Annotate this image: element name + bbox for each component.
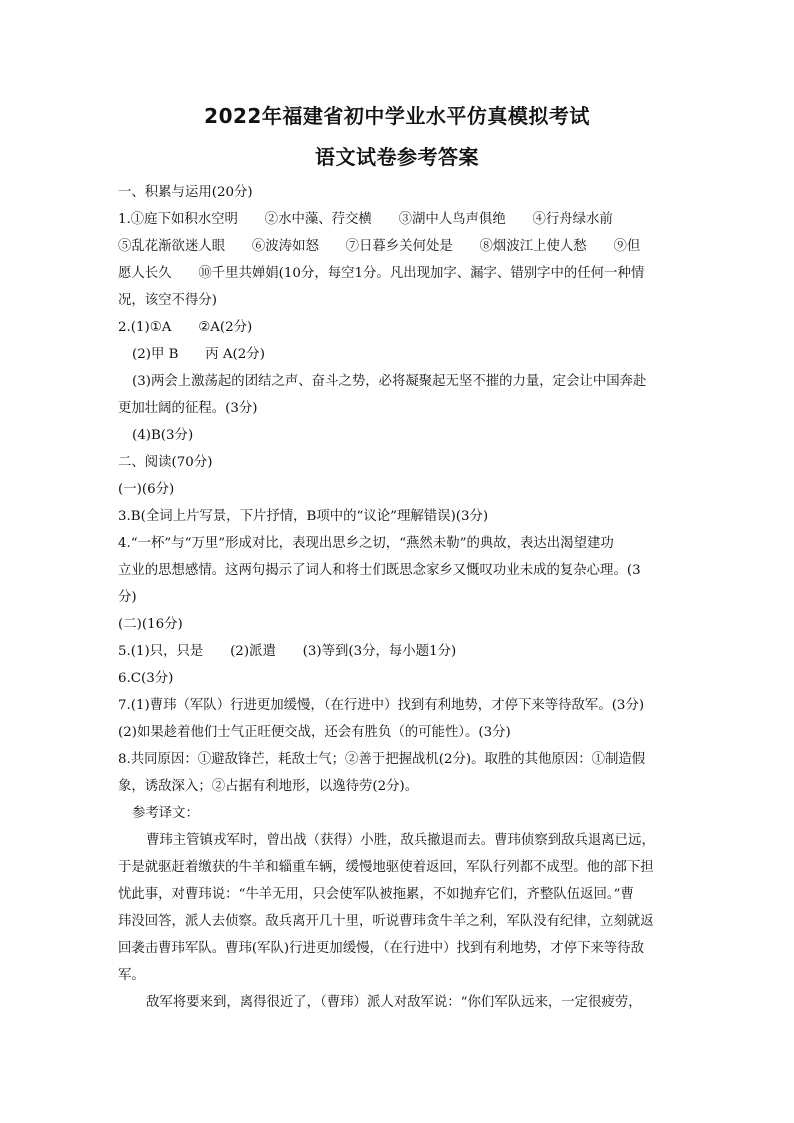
page-title: 2022年福建省初中学业水平仿真模拟考试 <box>204 104 590 128</box>
answer-body <box>118 179 680 1016</box>
text-line: (2)甲 B 丙 A(2分) <box>132 347 265 362</box>
text-line: 4.“一杯”与“万里”形成对比，表现出思乡之切，“燕然未勒”的典故，表达出渴望建功 <box>118 536 614 551</box>
text-line: 于是就驱赶着缴获的牛羊和辎重车辆，缓慢地驱使着返回，军队行列都不成型。他的部下担 <box>118 860 654 875</box>
text-line: ⑤乱花渐欲迷人眼 ⑥波涛如怒 ⑦日暮乡关何处是 ⑧烟波江上使人愁 ⑨但 <box>118 239 641 254</box>
text-line: 二、阅读(70分) <box>118 455 213 470</box>
text-line: 愿人长久 ⑩千里共婵娟(10分，每空1分。凡出现加字、漏字、错别字中的任何一种情 <box>118 266 645 281</box>
text-line: 军。 <box>118 968 145 983</box>
text-line: (2)如果趁着他们士气正旺便交战，还会有胜负（的可能性）。(3分) <box>118 725 511 740</box>
text-line: 更加壮阔的征程。(3分) <box>118 401 258 416</box>
text-line: (3)两会上激荡起的团结之声、奋斗之势，必将凝聚起无坚不摧的力量，定会让中国奔赴 <box>132 374 647 389</box>
text-line: 一、积累与运用(20分) <box>118 185 253 200</box>
text-line: 况，该空不得分) <box>118 293 217 308</box>
text-line: (二)(16分) <box>118 617 183 632</box>
text-line: 8.共同原因：①避敌锋芒，耗敌士气；②善于把握战机(2分)。取胜的其他原因：①制造假 <box>118 752 646 767</box>
text-line: 回袭击曹玮军队。曹玮(军队)行进更加缓慢，（在行进中）找到有利地势，才停下来等待敌 <box>118 941 644 956</box>
text-line: 忧此事，对曹玮说：“牛羊无用，只会使军队被拖累，不如抛弃它们，齐整队伍返回。”曹 <box>118 887 634 902</box>
text-line: (一)(6分) <box>118 482 175 497</box>
text-line: 5.(1)只，只是 (2)派遣 (3)等到(3分，每小题1分) <box>118 644 457 659</box>
page-subtitle: 语文试卷参考答案 <box>315 145 479 169</box>
text-line: 玮没回答，派人去侦察。敌兵离开几十里，听说曹玮贪牛羊之利，军队没有纪律，立刻就返 <box>118 914 654 929</box>
text-line: 2.(1)①A ②A(2分) <box>118 320 253 335</box>
text-line: 曹玮主管镇戎军时，曾出战（获得）小胜，敌兵撤退而去。曹玮侦察到敌兵退离已远， <box>146 833 655 848</box>
text-line: 6.C(3分) <box>118 671 174 686</box>
text-line: 7.(1)曹玮（军队）行进更加缓慢，（在行进中）找到有利地势，才停下来等待敌军。(3分) <box>118 698 645 713</box>
text-line: 敌军将要来到，离得很近了，（曹玮）派人对敌军说：“你们军队远来，一定很疲劳， <box>146 995 642 1010</box>
text-line: 立业的思想感情。这两句揭示了词人和将士们既思念家乡又慨叹功业未成的复杂心理。(3 <box>118 563 641 578</box>
text-line: 分) <box>118 590 137 605</box>
text-line: 参考译文： <box>132 806 199 821</box>
text-line: (4)B(3分) <box>132 428 194 443</box>
text-line: 象，诱敌深入；②占据有利地形，以逸待劳(2分)。 <box>118 779 419 794</box>
text-line: 3.B(全词上片写景，下片抒情，B项中的“议论”理解错误)(3分) <box>118 509 489 524</box>
text-line: 1.①庭下如积水空明 ②水中藻、荇交横 ③湖中人鸟声俱绝 ④行舟绿水前 <box>118 212 613 227</box>
